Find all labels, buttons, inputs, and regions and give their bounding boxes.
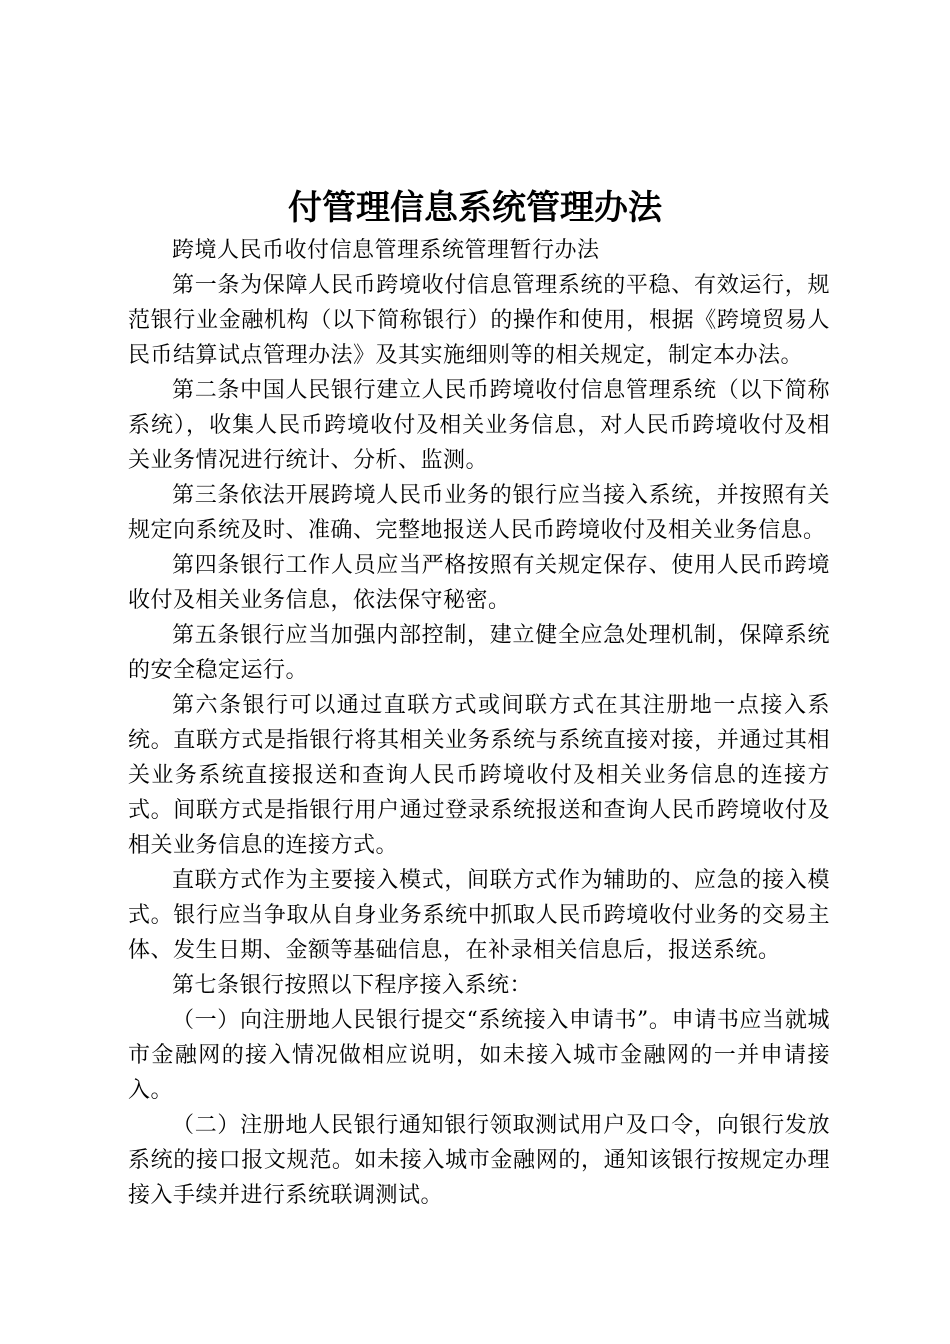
article-7-item-1-paragraph: （一）向注册地人民银行提交“系统接入申请书”。申请书应当就城市金融网的接入情况做相应说明，如未接入城市金融网的一并申请接入。 bbox=[128, 1008, 830, 1103]
article-7-paragraph: 第七条银行按照以下程序接入系统： bbox=[172, 973, 533, 998]
article-2-paragraph: 第二条中国人民银行建立人民币跨境收付信息管理系统（以下简称系统），收集人民币跨境收付及相关业务信息，对人民币跨境收付及相关业务情况进行统计、分析、监测。 bbox=[128, 378, 830, 473]
article-7-item-2-paragraph: （二）注册地人民银行通知银行领取测试用户及口令，向银行发放系统的接口报文规范。如未接入城市金融网的，通知该银行按规定办理接入手续并进行系统联调测试。 bbox=[128, 1113, 830, 1208]
article-6-continuation-paragraph: 直联方式作为主要接入模式，间联方式作为辅助的、应急的接入模式。银行应当争取从自身业务系统中抓取人民币跨境收付业务的交易主体、发生日期、金额等基础信息，在补录相关信息后，报送系统。 bbox=[128, 868, 830, 963]
article-6-paragraph: 第六条银行可以通过直联方式或间联方式在其注册地一点接入系统。直联方式是指银行将其相关业务系统与系统直接对接，并通过其相关业务系统直接报送和查询人民币跨境收付及相关业务信息的连接方式。间联方式是指银行用户通过登录系统报送和查询人民币跨境收付及相关业务信息的连接方式。 bbox=[128, 693, 830, 858]
article-4-paragraph: 第四条银行工作人员应当严格按照有关规定保存、使用人民币跨境收付及相关业务信息，依法保守秘密。 bbox=[128, 553, 830, 613]
article-3-paragraph: 第三条依法开展跨境人民币业务的银行应当接入系统，并按照有关规定向系统及时、准确、完整地报送人民币跨境收付及相关业务信息。 bbox=[128, 483, 830, 543]
document-subtitle: 跨境人民币收付信息管理系统管理暂行办法 bbox=[172, 238, 600, 263]
article-1-paragraph: 第一条为保障人民币跨境收付信息管理系统的平稳、有效运行，规范银行业金融机构（以下简称银行）的操作和使用，根据《跨境贸易人民币结算试点管理办法》及其实施细则等的相关规定，制定本办法。 bbox=[128, 273, 830, 368]
article-5-paragraph: 第五条银行应当加强内部控制，建立健全应急处理机制，保障系统的安全稳定运行。 bbox=[128, 623, 830, 683]
document-title: 付管理信息系统管理办法 bbox=[288, 188, 662, 228]
document-body bbox=[128, 233, 830, 1213]
